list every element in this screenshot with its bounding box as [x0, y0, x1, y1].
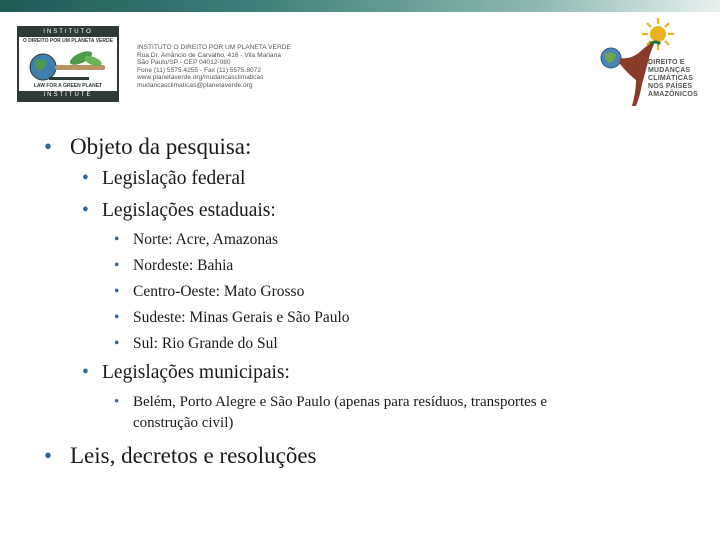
bullet-text: Leis, decretos e resoluções	[70, 443, 317, 468]
bullet-text: Legislações estaduais:	[102, 200, 276, 221]
bullet-glyph: •	[82, 362, 89, 383]
planet-scale-icon	[23, 47, 113, 83]
bullet-text: Centro-Oeste: Mato Grosso	[133, 283, 305, 300]
logo-top-subband: O DIREITO POR UM PLANETA VERDE	[19, 37, 117, 46]
climate-logo	[598, 14, 710, 110]
bullet-text: Sul: Rio Grande do Sul	[133, 335, 278, 352]
bullet-leis	[44, 443, 317, 469]
bullet-text: Sudeste: Minas Gerais e São Paulo	[133, 309, 350, 326]
address-block	[137, 44, 307, 90]
bullet-text: Legislações municipais:	[102, 362, 290, 383]
bullet-glyph: •	[114, 335, 120, 352]
climate-logo-text	[648, 59, 710, 99]
top-accent-bar	[0, 0, 720, 12]
bullet-glyph: •	[114, 231, 120, 248]
bullet-objeto	[44, 134, 252, 160]
bullet-text: Objeto da pesquisa:	[70, 134, 252, 159]
bullet-estado	[114, 283, 305, 301]
bullet-text: Nordeste: Bahia	[133, 257, 234, 274]
bullet-glyph: •	[82, 168, 89, 189]
bullet-text: Norte: Acre, Amazonas	[133, 231, 279, 248]
bullet-federal	[82, 168, 246, 190]
bullet-text-line: Belém, Porto Alegre e São Paulo (apenas para resíduos, transportes e	[133, 394, 548, 410]
address-line: www.planetaverde.org/mudancasclimaticas	[137, 74, 264, 82]
address-line: Rua Dr. Amâncio de Carvalho, 416 - Vila Mariana	[137, 51, 281, 59]
bullet-glyph: •	[114, 283, 120, 300]
bullet-estado	[114, 231, 279, 249]
address-line: São Paulo/SP - CEP 04012-080	[137, 59, 231, 67]
climate-logo-line: CLIMÁTICAS	[648, 75, 694, 82]
bullet-text-line: construção civil)	[133, 415, 234, 431]
address-line: Fone (11) 5575.4255 - Fax (11) 5575.8072	[137, 66, 262, 74]
bullet-municipais-detail	[114, 392, 548, 434]
bullet-glyph: •	[114, 394, 120, 410]
address-line: INSTITUTO O DIREITO POR UM PLANETA VERDE	[137, 44, 291, 51]
bullet-glyph: •	[82, 200, 89, 221]
climate-logo-line: AMAZÔNICOS	[648, 91, 698, 98]
logo-bottom-band: INSTITUTE	[19, 91, 117, 100]
bullet-glyph: •	[114, 257, 120, 274]
climate-logo-line: DIREITO E	[648, 59, 685, 66]
climate-logo-line: NOS PAÍSES	[648, 83, 693, 90]
bullet-glyph: •	[114, 309, 120, 326]
bullet-glyph: •	[44, 134, 53, 159]
bullet-text: Legislação federal	[102, 168, 246, 189]
bullet-estaduais	[82, 200, 276, 222]
address-line: mudancasclimaticas@planetaverde.org	[137, 81, 253, 89]
logo-top-band: INSTITUTO	[19, 28, 117, 37]
bullet-municipais	[82, 362, 290, 384]
climate-logo-line: MUDANÇAS	[648, 67, 691, 74]
bullet-estado	[114, 257, 234, 275]
bullet-estado	[114, 309, 350, 327]
logo-bottom-subband: LAW FOR A GREEN PLANET	[19, 82, 117, 91]
institute-logo	[17, 26, 119, 102]
bullet-glyph: •	[44, 443, 53, 468]
bullet-estado	[114, 335, 278, 353]
